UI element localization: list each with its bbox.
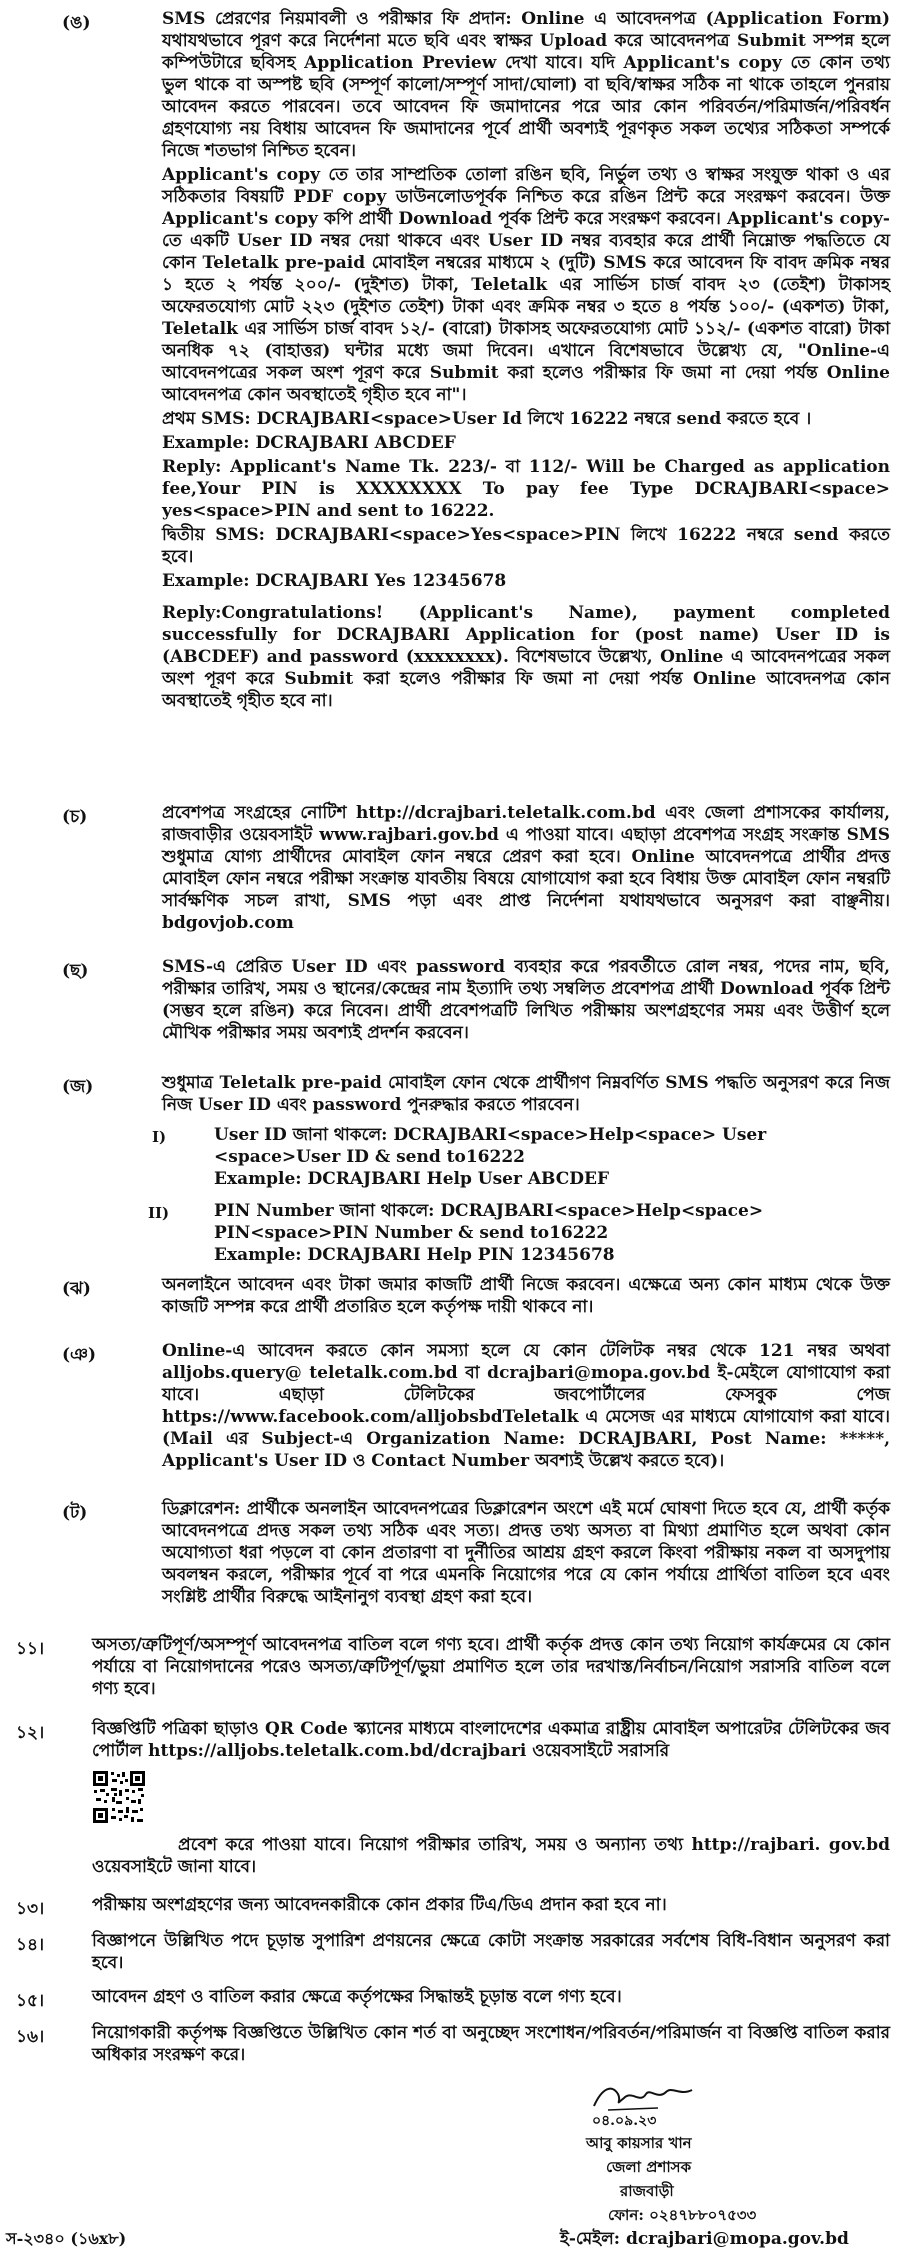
clause-number: ১৫।	[16, 1991, 45, 2011]
item-number: (ঝ)	[62, 1279, 91, 1299]
clause-number: ১৬।	[16, 2027, 45, 2047]
sub-example: Example: DCRAJBARI Help PIN 12345678	[214, 1245, 615, 1265]
item-body-recover	[162, 1072, 890, 1118]
handwritten-signature	[588, 2080, 698, 2114]
paragraph: ডিক্লারেশন: প্রার্থীকে অনলাইন আবেদনপত্রের ডিক্লারেশন অংশে এই মর্মে ঘোষণা দিতে হবে যে, প্রার্থী কর্তৃক আবেদনপত্রে প্রদত্ত সকল তথ্য সঠিক এবং সত্য। প্রদত্ত তথ্য অসত্য বা মিথ্যা প্রমাণিত হলে অথবা কোন অযোগ্যতা ধরা পড়লে বা কোন প্রতারণা বা দুর্নীতির আশ্রয় গ্রহণ করলে কিংবা পরীক্ষায় নকল বা অসদুপায় অবলম্বন করলে, পরীক্ষার পূর্বে বা পরে এমনকি নিয়োগের পরে যে কোন পর্যায়ে প্রার্থিতা বাতিল হবে এবং সংশ্লিষ্ট প্রার্থীর বিরুদ্ধে আইনানুগ ব্যবস্থা গ্রহণ করা হবে।	[162, 1499, 890, 1607]
sub-number: I)	[152, 1128, 167, 1146]
signature-date: ০৪.০৯.২৩	[592, 2113, 657, 2129]
item-body-contact	[162, 1340, 890, 1474]
paragraph: প্রথম SMS: DCRAJBARI<space>User Id লিখে 16222 নম্বরে send করতে হবে ।	[162, 409, 812, 429]
signatory-email: ই-মেইল: dcrajbari@mopa.gov.bd	[560, 2229, 849, 2249]
signatory-office: রাজবাড়ী	[620, 2182, 674, 2200]
sub-line: PIN Number জানা থাকলে: DCRAJBARI<space>Help<space> PIN<space>PIN Number & send to16222	[214, 1201, 764, 1243]
paragraph: প্রবেশপত্র সংগ্রহের নোটিশ http://dcrajbari.teletalk.com.bd এবং জেলা প্রশাসকের কার্যালয়, রাজবাড়ীর ওয়েবসাইট www.rajbari.gov.bd এ পাওয়া যাবে। এছাড়া প্রবেশপত্র সংগ্রহ সংক্রান্ত SMS শুধুমাত্র যোগ্য প্রার্থীদের মোবাইল ফোন নম্বরে প্রেরণ করা হবে। Online আবেদনপত্রে প্রার্থীর প্রদত্ত মোবাইল ফোন নম্বরে পরীক্ষা সংক্রান্ত যাবতীয় বিষয়ে যোগাযোগ করা হবে বিধায় উক্ত মোবাইল ফোন নম্বরটি সার্বক্ষণিক সচল রাখা, SMS পড়া এবং প্রাপ্ত নির্দেশনা যথাযথভাবে অনুসরণ করা বাঞ্ছনীয়। bdgovjob.com	[162, 803, 890, 933]
sub-item-pin	[214, 1200, 890, 1266]
sub-example: Example: DCRAJBARI Help User ABCDEF	[214, 1169, 610, 1189]
item-number: (ছ)	[62, 961, 89, 981]
paragraph: SMS-এ প্রেরিত User ID এবং password ব্যবহার করে পরবর্তীতে রোল নম্বর, পদের নাম, ছবি, পরীক্ষার তারিখ, সময় ও স্থানের/কেন্দ্রের নাম ইত্যাদি তথ্য সম্বলিত প্রবেশপত্র প্রার্থী Download পূর্বক প্রিন্ট (সম্ভব হলে রঙিন) করে নিবেন। প্রার্থী প্রবেশপত্রটি লিখিত পরীক্ষায় অংশগ্রহণের সময় এবং উত্তীর্ণ হলে মৌখিক পরীক্ষার সময় অবশ্যই প্রদর্শন করবেন।	[162, 957, 890, 1043]
signatory-title: জেলা প্রশাসক	[606, 2158, 692, 2176]
item-body-sms-rules	[162, 8, 890, 714]
clause-number: ১১।	[16, 1639, 45, 1659]
item-number: (ঞ)	[62, 1345, 97, 1365]
clause-12-continued: প্রবেশ করে পাওয়া যাবে। নিয়োগ পরীক্ষার তারিখ, সময় ও অন্যান্য তথ্য http://rajbari. gov.bd ওয়েবসাইটে জানা যাবে।	[92, 1835, 890, 1877]
item-number: (চ)	[62, 807, 88, 827]
clause-14: বিজ্ঞাপনে উল্লিখিত পদে চূড়ান্ত সুপারিশ প্রণয়নের ক্ষেত্রে কোটা সংক্রান্ত সরকারের সর্বশেষ বিধি-বিধান অনুসরণ করা হবে।	[92, 1931, 890, 1973]
sub-line: User ID জানা থাকলে: DCRAJBARI<space>Help<space> User <space>User ID & send to16222	[214, 1125, 767, 1167]
example-line: Example: DCRAJBARI Yes 12345678	[162, 571, 507, 591]
sub-item-user-id	[214, 1124, 890, 1190]
clause-16: নিয়োগকারী কর্তৃপক্ষ বিজ্ঞপ্তিতে উল্লিখিত কোন শর্ত বা অনুচ্ছেদ সংশোধন/পরিবর্তন/পরিমার্জন বা বিজ্ঞপ্তি বাতিল করার অধিকার সংরক্ষণ করে।	[92, 2023, 890, 2065]
second-sms-line: দ্বিতীয় SMS: DCRAJBARI<space>Yes<space>PIN লিখে 16222 নম্বরে send করতে হবে।	[162, 525, 890, 567]
clause-number: ১৪।	[16, 1935, 45, 1955]
clause-number: ১২।	[16, 1723, 45, 1743]
signatory-name: আবু কায়সার খান	[586, 2134, 692, 2152]
item-number: (ট)	[62, 1503, 88, 1523]
item-number: (ঙ)	[62, 13, 91, 33]
paragraph: SMS প্রেরণের নিয়মাবলী ও পরীক্ষার ফি প্রদান: Online এ আবেদনপত্র (Application Form) যথাযথভাবে পূরণ করে নির্দেশনা মতে ছবি এবং স্বাক্ষর Upload করে আবেদনপত্র Submit সম্পন্ন হলে কম্পিউটারে ছবিসহ Application Preview দেখা যাবে। যদি Applicant's copy তে কোন তথ্য ভুল থাকে বা অস্পষ্ট ছবি (সম্পূর্ণ কালো/সম্পূর্ণ সাদা/ঘোলা) বা ছবি/স্বাক্ষর সঠিক না থাকে তাহলে পুনরায় আবেদন করতে পারবেন। তবে আবেদন ফি জমাদানের পরে আর কোন পরিবর্তন/পরিমার্জন/পরিবর্ধন গ্রহণযোগ্য নয় বিধায় আবেদন ফি জমাদানের পূর্বে প্রার্থী অবশ্যই পূরণকৃত সকল তথ্যের সঠিকতা সম্পর্কে নিজে শতভাগ নিশ্চিত হবেন।	[162, 9, 890, 161]
item-body-self-apply	[162, 1274, 890, 1320]
item-body-declaration	[162, 1498, 890, 1610]
clause-15: আবেদন গ্রহণ ও বাতিল করার ক্ষেত্রে কর্তৃপক্ষের সিদ্ধান্তই চূড়ান্ত বলে গণ্য হবে।	[92, 1987, 622, 2007]
clause-11: অসত্য/ত্রুটিপূর্ণ/অসম্পূর্ণ আবেদনপত্র বাতিল বলে গণ্য হবে। প্রার্থী কর্তৃক প্রদত্ত কোন তথ্য নিয়োগ কার্যক্রমের যে কোন পর্যায়ে বা নিয়োগদানের পরেও অসত্য/ত্রুটিপূর্ণ/ভুয়া প্রমাণিত হলে তার দরখাস্ত/নির্বাচন/নিয়োগ সরাসরি বাতিল বলে গণ্য হবে।	[92, 1635, 890, 1699]
item-number: (জ)	[62, 1077, 94, 1097]
paragraph: শুধুমাত্র Teletalk pre-paid মোবাইল ফোন থেকে প্রার্থীগণ নিম্নবর্ণিত SMS পদ্ধতি অনুসরণ করে নিজ নিজ User ID এবং password পুনরুদ্ধার করতে পারবেন।	[162, 1073, 890, 1115]
paragraph: অনলাইনে আবেদন এবং টাকা জমার কাজটি প্রার্থী নিজে করবেন। এক্ষেত্রে অন্য কোন মাধ্যম থেকে উক্ত কাজটি সম্পন্ন করে প্রার্থী প্রতারিত হলে কর্তৃপক্ষ দায়ী থাকবে না।	[162, 1275, 890, 1317]
qr-code-icon[interactable]	[92, 1770, 146, 1824]
item-body-admit-card	[162, 802, 890, 936]
item-body-download	[162, 956, 890, 1046]
reply-line: Reply: Applicant's Name Tk. 223/- বা 112/- Will be Charged as application fee,Your PIN is XXXXXXXX To pay fee Type DCRAJBARI<space> yes<space>PIN and sent to 16222.	[162, 457, 890, 521]
paragraph: Online-এ আবেদন করতে কোন সমস্যা হলে যে কোন টেলিটক নম্বর থেকে 121 নম্বর অথবা alljobs.query@ teletalk.com.bd বা dcrajbari@mopa.gov.bd ই-মেইলে যোগাযোগ করা যাবে। এছাড়া টেলিটকের জবপোর্টালের ফেসবুক পেজ https://www.facebook.com/alljobsbdTeletalk এ মেসেজ এর মাধ্যমে যোগাযোগ করা যাবে। (Mail এর Subject-এ Organization Name: DCRAJBARI, Post Name: *****, Applicant's User ID ও Contact Number অবশ্যই উল্লেখ করতে হবে)।	[162, 1341, 890, 1471]
reply-line: Reply:Congratulations! (Applicant's Name), payment completed successfully for DCRAJBARI Application for (post name) User ID is (ABCDEF) and password (xxxxxxxx). বিশেষভাবে উল্লেখ্য, Online এ আবেদনপত্রের সকল অংশ পূরণ করে Submit করা হলেও পরীক্ষার ফি জমা না দেয়া পর্যন্ত Online আবেদনপত্র কোন অবস্থাতেই গৃহীত হবে না।	[162, 603, 890, 711]
paragraph: Applicant's copy তে তার সাম্প্রতিক তোলা রঙিন ছবি, নির্ভুল তথ্য ও স্বাক্ষর সংযুক্ত থাকা ও এর সঠিকতার বিষয়টি PDF copy ডাউনলোডপূর্বক নিশ্চিত করে রঙিন প্রিন্ট করে সংরক্ষণ করবেন। উক্ত Applicant's copy কপি প্রার্থী Download পূর্বক প্রিন্ট করে সংরক্ষণ করবেন। Applicant's copy-তে একটি User ID নম্বর দেয়া থাকবে এবং User ID নম্বর ব্যবহার করে প্রার্থী নিম্নোক্ত পদ্ধতিতে যে কোন Teletalk pre-paid মোবাইল নম্বরের মাধ্যমে ২ (দুটি) SMS করে আবেদন ফি বাবদ ক্রমিক নম্বর ১ হতে ২ পর্যন্ত ২০০/- (দুইশত) টাকা, Teletalk এর সার্ভিস চার্জ বাবদ ২৩ (তেইশ) টাকাসহ অফেরতযোগ্য মোট ২২৩ (দুইশত তেইশ) টাকা এবং ক্রমিক নম্বর ৩ হতে ৪ পর্যন্ত ১০০/- (একশত) টাকা, Teletalk এর সার্ভিস চার্জ বাবদ ১২/- (বারো) টাকাসহ অফেরতযোগ্য মোট ১১২/- (একশত বারো) টাকা অনধিক ৭২ (বাহাত্তর) ঘন্টার মধ্যে জমা দিবেন। এখানে বিশেষভাবে উল্লেখ্য যে, "Online-এ আবেদনপত্রের সকল অংশ পূরণ করে Submit করা হলেও পরীক্ষার ফি জমা না দেয়া পর্যন্ত Online আবেদনপত্র কোন অবস্থাতেই গৃহীত হবে না"।	[162, 165, 890, 405]
sub-number: II)	[148, 1204, 170, 1222]
signatory-phone: ফোন: ০২৪৭৮৮০৭৫৩৩	[608, 2206, 757, 2224]
example-line: Example: DCRAJBARI ABCDEF	[162, 433, 456, 453]
footer-code: স-২৩৪০ (১৬x৮)	[6, 2229, 127, 2248]
clause-12: বিজ্ঞপ্তিটি পত্রিকা ছাড়াও QR Code স্ক্যানের মাধ্যমে বাংলাদেশের একমাত্র রাষ্ট্রীয় মোবাইল অপারেটর টেলিটকের জব পোর্টাল https://alljobs.teletalk.com.bd/dcrajbari ওয়েবসাইটে সরাসরি	[92, 1719, 890, 1761]
clause-13: পরীক্ষায় অংশগ্রহণের জন্য আবেদনকারীকে কোন প্রকার টিএ/ডিএ প্রদান করা হবে না।	[92, 1895, 667, 1915]
clause-number: ১৩।	[16, 1899, 45, 1919]
